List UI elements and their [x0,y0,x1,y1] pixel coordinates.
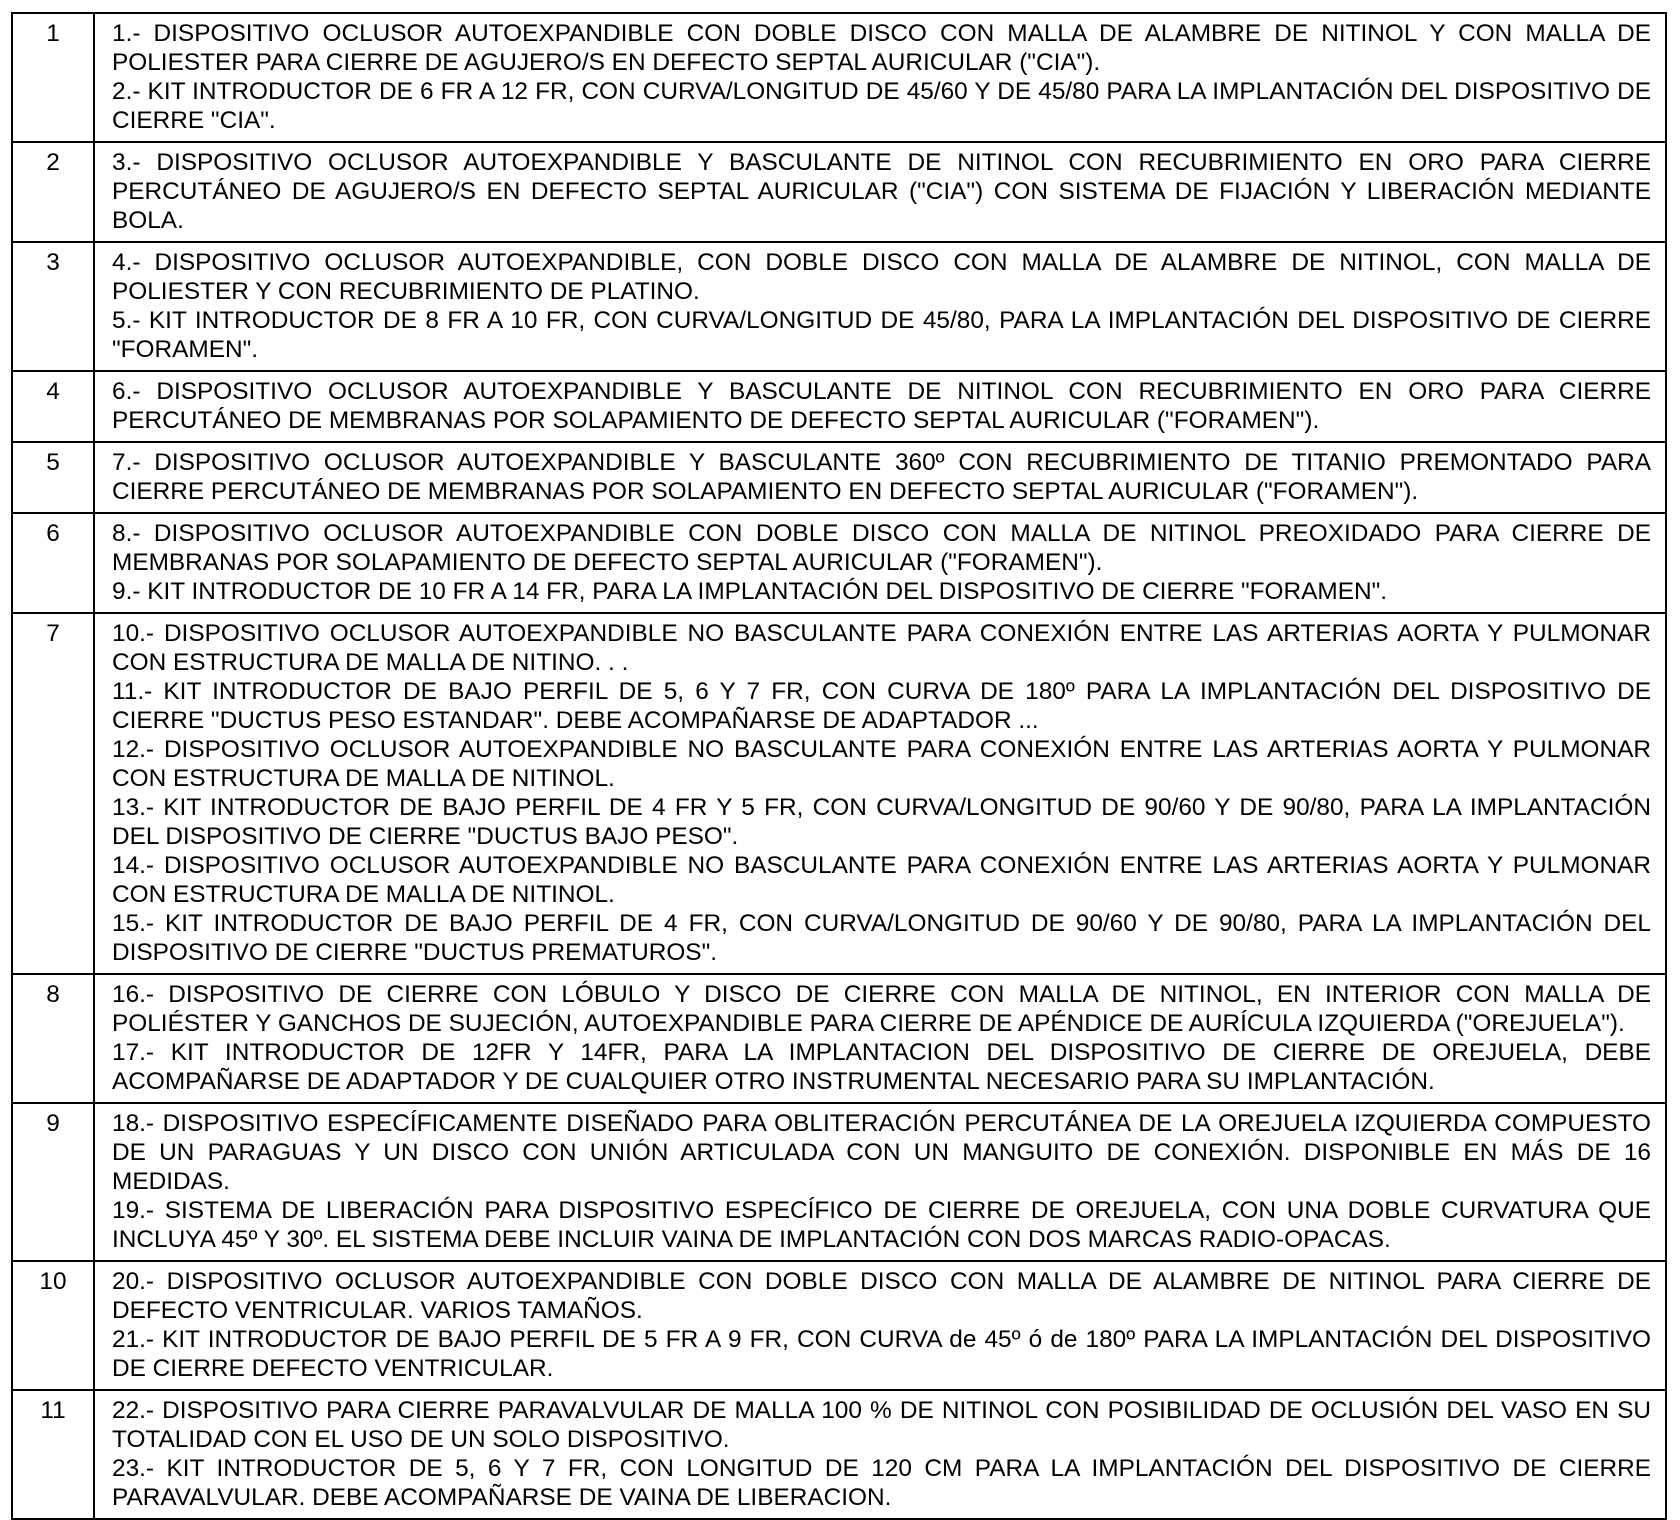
lot-description [94,13,1666,142]
table-row [12,513,1666,613]
item-description: 12.- DISPOSITIVO OCLUSOR AUTOEXPANDIBLE NO BASCULANTE PARA CONEXIÓN ENTRE LAS ARTERIAS AORTA Y PULMONAR CON ESTRUCTURA DE MALLA DE NITINOL. [112,736,1651,792]
lot-description [94,1261,1666,1390]
item-description: 16.- DISPOSITIVO DE CIERRE CON LÓBULO Y DISCO DE CIERRE CON MALLA DE NITINOL, EN INTERIOR CON MALLA DE POLIÉSTER Y GANCHOS DE SUJECIÓN, AUTOEXPANDIBLE PARA CIERRE DE APÉNDICE DE AURÍCULA IZQUIERDA ("OREJUELA"). [112,981,1651,1037]
lot-number: 5 [12,442,94,513]
lot-number: 8 [12,974,94,1103]
lot-description [94,613,1666,974]
lot-description [94,142,1666,242]
table-row [12,442,1666,513]
lot-number: 9 [12,1103,94,1261]
table-row [12,1103,1666,1261]
table-row [12,613,1666,974]
item-description: 21.- KIT INTRODUCTOR DE BAJO PERFIL DE 5 FR A 9 FR, CON CURVA de 45º ó de 180º PARA LA IMPLANTACIÓN DEL DISPOSITIVO DE CIERRE DEFECTO VENTRICULAR. [112,1326,1651,1382]
item-description: 7.- DISPOSITIVO OCLUSOR AUTOEXPANDIBLE Y BASCULANTE 360º CON RECUBRIMIENTO DE TITANIO PREMONTADO PARA CIERRE PERCUTÁNEO DE MEMBRANAS POR SOLAPAMIENTO EN DEFECTO SEPTAL AURICULAR ("FORAMEN"). [112,449,1651,505]
lot-number: 1 [12,13,94,142]
lot-number: 11 [12,1390,94,1519]
item-description: 5.- KIT INTRODUCTOR DE 8 FR A 10 FR, CON CURVA/LONGITUD DE 45/80, PARA LA IMPLANTACIÓN DEL DISPOSITIVO DE CIERRE "FORAMEN". [112,307,1651,363]
item-description: 2.- KIT INTRODUCTOR DE 6 FR A 12 FR, CON CURVA/LONGITUD DE 45/60 Y DE 45/80 PARA LA IMPLANTACIÓN DEL DISPOSITIVO DE CIERRE "CIA". [112,78,1651,134]
item-description: 8.- DISPOSITIVO OCLUSOR AUTOEXPANDIBLE CON DOBLE DISCO CON MALLA DE NITINOL PREOXIDADO PARA CIERRE DE MEMBRANAS POR SOLAPAMIENTO DE DEFECTO SEPTAL AURICULAR ("FORAMEN"). [112,520,1651,576]
item-description: 17.- KIT INTRODUCTOR DE 12FR Y 14FR, PARA LA IMPLANTACION DEL DISPOSITIVO DE CIERRE DE OREJUELA, DEBE ACOMPAÑARSE DE ADAPTADOR Y DE CUALQUIER OTRO INSTRUMENTAL NECESARIO PARA SU IMPLANTACIÓN. [112,1039,1651,1095]
item-description: 9.- KIT INTRODUCTOR DE 10 FR A 14 FR, PARA LA IMPLANTACIÓN DEL DISPOSITIVO DE CIERRE "FORAMEN". [112,578,1388,605]
table-row [12,13,1666,142]
lot-number: 7 [12,613,94,974]
lot-number: 4 [12,371,94,442]
lot-description [94,242,1666,371]
item-description: 3.- DISPOSITIVO OCLUSOR AUTOEXPANDIBLE Y BASCULANTE DE NITINOL CON RECUBRIMIENTO EN ORO PARA CIERRE PERCUTÁNEO DE AGUJERO/S EN DEFECTO SEPTAL AURICULAR ("CIA") CON SISTEMA DE FIJACIÓN Y LIBERACIÓN MEDIANTE BOLA. [112,149,1651,234]
lot-description [94,442,1666,513]
item-description: 1.- DISPOSITIVO OCLUSOR AUTOEXPANDIBLE CON DOBLE DISCO CON MALLA DE ALAMBRE DE NITINOL Y CON MALLA DE POLIESTER PARA CIERRE DE AGUJERO/S EN DEFECTO SEPTAL AURICULAR ("CIA"). [112,20,1651,76]
item-description: 10.- DISPOSITIVO OCLUSOR AUTOEXPANDIBLE NO BASCULANTE PARA CONEXIÓN ENTRE LAS ARTERIAS AORTA Y PULMONAR CON ESTRUCTURA DE MALLA DE NITINO. . . [112,620,1651,676]
lot-description [94,974,1666,1103]
table-row [12,1390,1666,1519]
item-description: 11.- KIT INTRODUCTOR DE BAJO PERFIL DE 5, 6 Y 7 FR, CON CURVA DE 180º PARA LA IMPLANTACIÓN DEL DISPOSITIVO DE CIERRE "DUCTUS PESO ESTANDAR". DEBE ACOMPAÑARSE DE ADAPTADOR ... [112,678,1651,734]
table-row [12,1261,1666,1390]
lot-number: 3 [12,242,94,371]
lot-description [94,1390,1666,1519]
item-description: 19.- SISTEMA DE LIBERACIÓN PARA DISPOSITIVO ESPECÍFICO DE CIERRE DE OREJUELA, CON UNA DOBLE CURVATURA QUE INCLUYA 45º Y 30º. EL SISTEMA DEBE INCLUIR VAINA DE IMPLANTACIÓN CON DOS MARCAS RADIO-OPACAS. [112,1197,1651,1253]
item-description: 23.- KIT INTRODUCTOR DE 5, 6 Y 7 FR, CON LONGITUD DE 120 CM PARA LA IMPLANTACIÓN DEL DISPOSITIVO DE CIERRE PARAVALVULAR. DEBE ACOMPAÑARSE DE VAINA DE LIBERACION. [112,1455,1651,1511]
lot-description [94,371,1666,442]
item-description: 6.- DISPOSITIVO OCLUSOR AUTOEXPANDIBLE Y BASCULANTE DE NITINOL CON RECUBRIMIENTO EN ORO PARA CIERRE PERCUTÁNEO DE MEMBRANAS POR SOLAPAMIENTO DE DEFECTO SEPTAL AURICULAR ("FORAMEN"). [112,378,1651,434]
item-description: 13.- KIT INTRODUCTOR DE BAJO PERFIL DE 4 FR Y 5 FR, CON CURVA/LONGITUD DE 90/60 Y DE 90/80, PARA LA IMPLANTACIÓN DEL DISPOSITIVO DE CIERRE "DUCTUS BAJO PESO". [112,794,1651,850]
lot-number: 6 [12,513,94,613]
item-description: 20.- DISPOSITIVO OCLUSOR AUTOEXPANDIBLE CON DOBLE DISCO CON MALLA DE ALAMBRE DE NITINOL PARA CIERRE DE DEFECTO VENTRICULAR. VARIOS TAMAÑOS. [112,1268,1651,1324]
lots-table-body [12,13,1666,1519]
item-description: 14.- DISPOSITIVO OCLUSOR AUTOEXPANDIBLE NO BASCULANTE PARA CONEXIÓN ENTRE LAS ARTERIAS AORTA Y PULMONAR CON ESTRUCTURA DE MALLA DE NITINOL. [112,852,1651,908]
item-description: 18.- DISPOSITIVO ESPECÍFICAMENTE DISEÑADO PARA OBLITERACIÓN PERCUTÁNEA DE LA OREJUELA IZQUIERDA COMPUESTO DE UN PARAGUAS Y UN DISCO CON UNIÓN ARTICULADA CON UN MANGUITO DE CONEXIÓN. DISPONIBLE EN MÁS DE 16 MEDIDAS. [112,1110,1651,1195]
table-row [12,242,1666,371]
lots-table [11,12,1667,1520]
lot-number: 10 [12,1261,94,1390]
item-description: 22.- DISPOSITIVO PARA CIERRE PARAVALVULAR DE MALLA 100 % DE NITINOL CON POSIBILIDAD DE OCLUSIÓN DEL VASO EN SU TOTALIDAD CON EL USO DE UN SOLO DISPOSITIVO. [112,1397,1651,1453]
lot-number: 2 [12,142,94,242]
item-description: 4.- DISPOSITIVO OCLUSOR AUTOEXPANDIBLE, CON DOBLE DISCO CON MALLA DE ALAMBRE DE NITINOL, CON MALLA DE POLIESTER Y CON RECUBRIMIENTO DE PLATINO. [112,249,1651,305]
lot-description [94,513,1666,613]
table-row [12,142,1666,242]
item-description: 15.- KIT INTRODUCTOR DE BAJO PERFIL DE 4 FR, CON CURVA/LONGITUD DE 90/60 Y DE 90/80, PARA LA IMPLANTACIÓN DEL DISPOSITIVO DE CIERRE "DUCTUS PREMATUROS". [112,910,1651,966]
table-row [12,371,1666,442]
lot-description [94,1103,1666,1261]
table-row [12,974,1666,1103]
